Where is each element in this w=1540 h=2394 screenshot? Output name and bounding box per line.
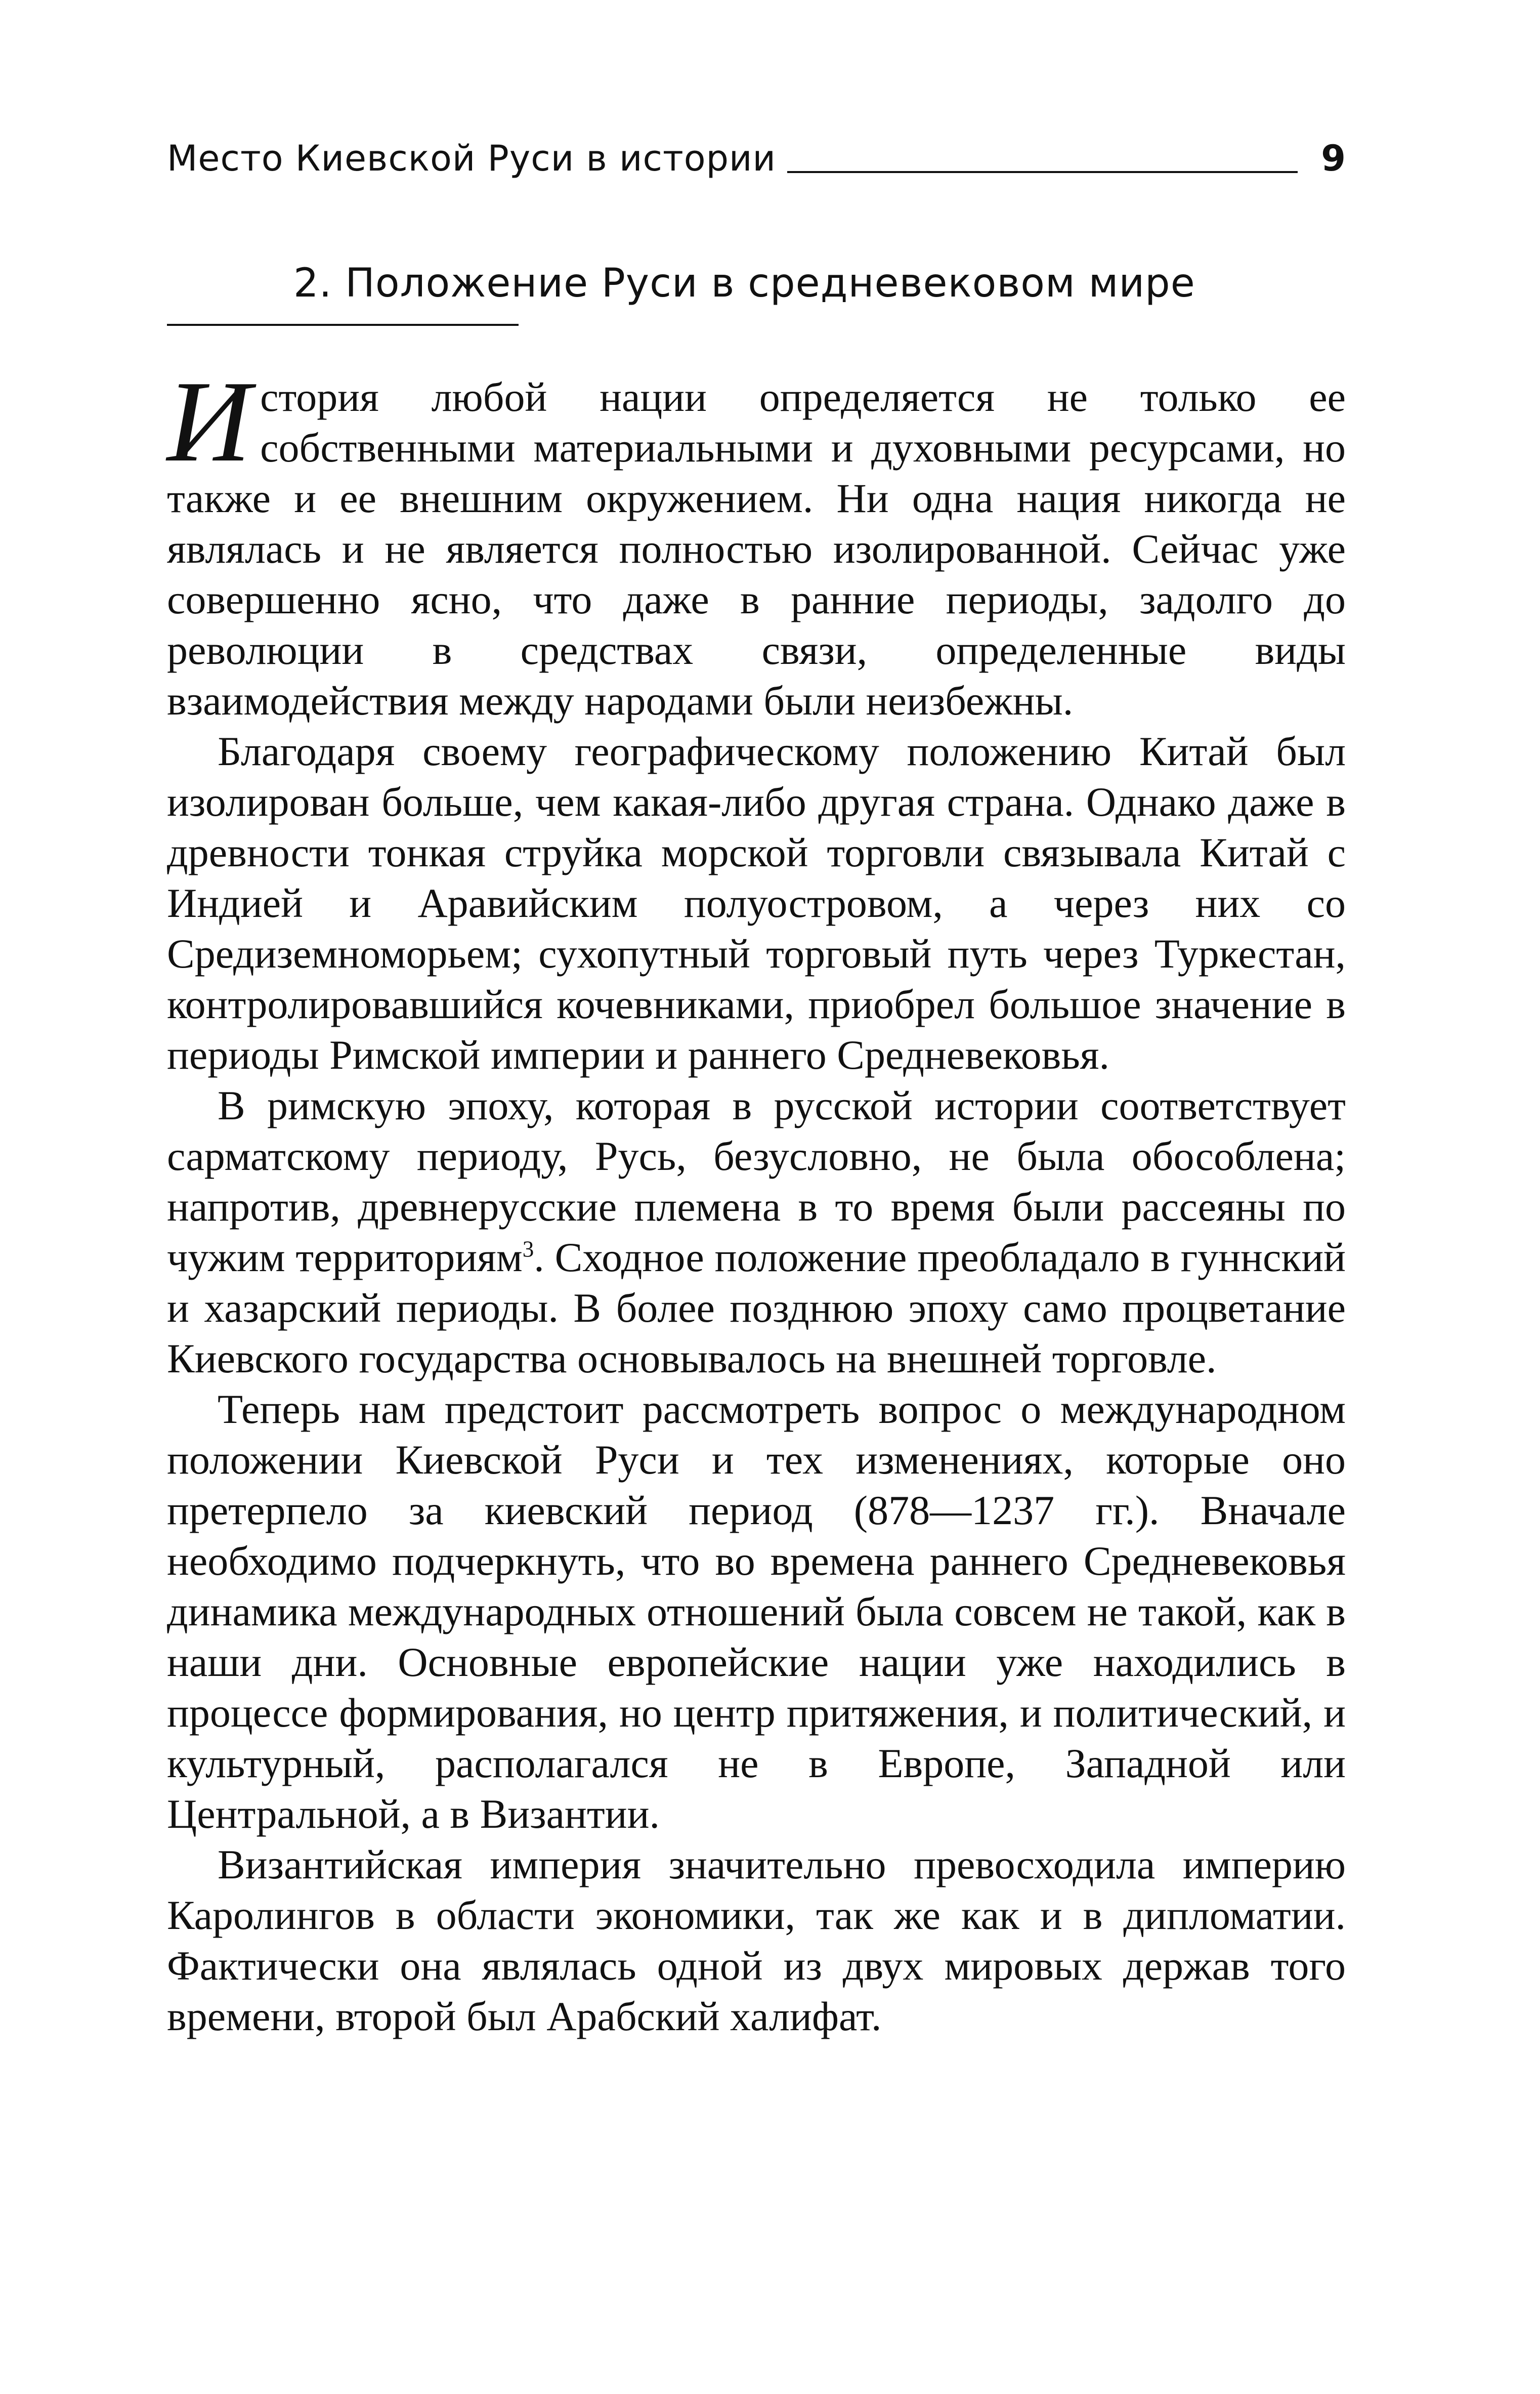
paragraph-5: Византийская империя значительно превосходила империю Каролингов в области экономики, так же как и в дипломатии. Фактически она являлась одной из двух мировых держав того времени, второй был Арабский халифат.: [167, 1841, 1346, 2039]
header-rule: [787, 171, 1298, 173]
running-header: [167, 131, 1346, 186]
paragraph-4: Теперь нам предстоит рассмотреть вопрос о международном положении Киевской Руси и тех изменениях, которые оно претерпело за киевский период (878—1237 гг.). Вначале необходимо подчеркнуть, что во времена раннего Средневековья динамика международных отношений была совсем не такой, как в наши дни. Основные европейские нации уже находились в процессе формирования, но центр притяжения, и политический, и культурный, располагался не в Европе, Западной или Центральной, а в Византии.: [167, 1386, 1346, 1837]
paragraph-3-text-after: . Сходное положение преобладало в гуннский и хазарский периоды. В более позднюю эпоху само процветание Киевского государства основывалось на внешней торговле.: [167, 1234, 1346, 1381]
body-text: [167, 357, 1346, 2042]
paragraph-3-text-before: В римскую эпоху, которая в русской истории соответствует сарматскому периоду, Русь, безусловно, не была обособлена; напротив, древнерусские племена в то время были рассеяны по чужим территориям: [167, 1082, 1346, 1280]
paragraph-3: [167, 1080, 1346, 1384]
page-number: 9: [1321, 138, 1346, 179]
heading-rule: [167, 324, 519, 326]
section-heading: 2. Положение Руси в средневековом мире: [293, 261, 1195, 306]
running-title: Место Киевской Руси в истории: [167, 138, 777, 179]
paragraph-1-text: стория любой нации определяется не только ее собственными материальными и духовными ресурсами, но также и ее внешним окружением. Ни одна нация никогда не являлась и не является полностью изолированной. Сейчас уже совершенно ясно, что даже в ранние периоды, задолго до революции в средствах связи, определенные виды взаимодействия между народами были неизбежны.: [167, 374, 1346, 724]
paragraph-2: Благодаря своему географическому положению Китай был изолирован больше, чем какая-либо другая страна. Однако даже в древности тонкая струйка морской торговли связывала Китай с Индией и Аравийским полуостровом, а через них со Средиземноморьем; сухопутный торговый путь через Туркестан, контролировавшийся кочевниками, приобрел большое значение в периоды Римской империи и раннего Средневековья.: [167, 728, 1346, 1078]
paragraph-1: [167, 357, 1346, 726]
drop-cap: И: [167, 357, 251, 486]
footnote-ref: 3: [522, 1236, 534, 1262]
